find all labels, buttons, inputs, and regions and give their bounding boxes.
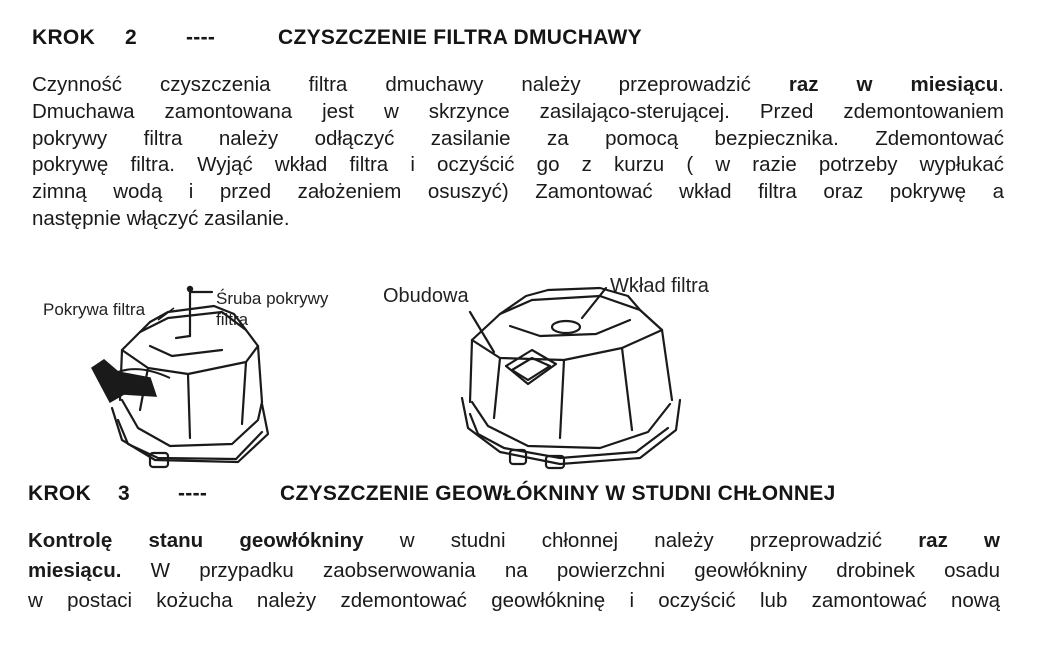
step-2-line-6: następnie włączyć zasilanie. [32, 206, 290, 230]
step-3-dash: ---- [178, 482, 208, 505]
step-3-line-1-text: w studni chłonnej należy przeprowadzić [363, 529, 919, 552]
step-3-krok: KROK [28, 482, 92, 505]
label-cover-screw-2: filtra [216, 310, 249, 329]
step-2-line-4: pokrywę filtra. Wyjąć wkład filtra i oczyścić go z kurzu ( w razie potrzeby wypłukać [32, 153, 1004, 177]
step-3-line-1 [28, 526, 1000, 556]
step-2-number: 2 [125, 26, 137, 49]
step-2-title: CZYSZCZENIE FILTRA DMUCHAWY [278, 26, 642, 49]
step-2-dash: ---- [186, 26, 216, 49]
label-filter-cover: Pokrywa filtra [43, 300, 146, 319]
step-3-line-3: w postaci kożucha należy zdemontować geowłókninę i oczyścić lub zamontować nową [28, 589, 1000, 612]
step-2-krok: KROK [32, 26, 96, 49]
label-filter-insert: Wkład filtra [610, 275, 709, 297]
step-3-frequency-2: miesiącu. [28, 559, 122, 582]
step-3-line-2-text: W przypadku zaobserwowania na powierzchni geowłókniny drobinek osadu [121, 559, 1000, 582]
step-2-line-5: zimną wodą i przed założeniem osuszyć) Zamontować wkład filtra oraz pokrywę a [32, 180, 1004, 204]
step-3-paragraph [28, 526, 1000, 616]
step-3-title: CZYSZCZENIE GEOWŁÓKNINY W STUDNI CHŁONNEJ [280, 482, 836, 505]
step-2-line-1-end: . [998, 73, 1004, 96]
step-2-line-1-text: Czynność czyszczenia filtra dmuchawy należy przeprowadzić [32, 73, 789, 96]
step-3-number: 3 [118, 482, 130, 505]
step-2-frequency: raz w miesiącu [788, 73, 999, 96]
label-cover-screw-1: Śruba pokrywy [216, 289, 329, 308]
step-2-line-3: pokrywy filtra należy odłączyć zasilanie za pomocą bezpiecznika. Zdemontować [32, 126, 1004, 150]
step-3-frequency-1: raz w [918, 529, 1000, 552]
step-2-line-2: Dmuchawa zamontowana jest w skrzynce zasilająco-sterującej. Przed zdemontowaniem [32, 99, 1004, 123]
step-3-line-2 [28, 556, 1000, 586]
label-housing: Obudowa [383, 285, 469, 307]
step-3-subject: Kontrolę stanu geowłókniny [28, 529, 364, 552]
